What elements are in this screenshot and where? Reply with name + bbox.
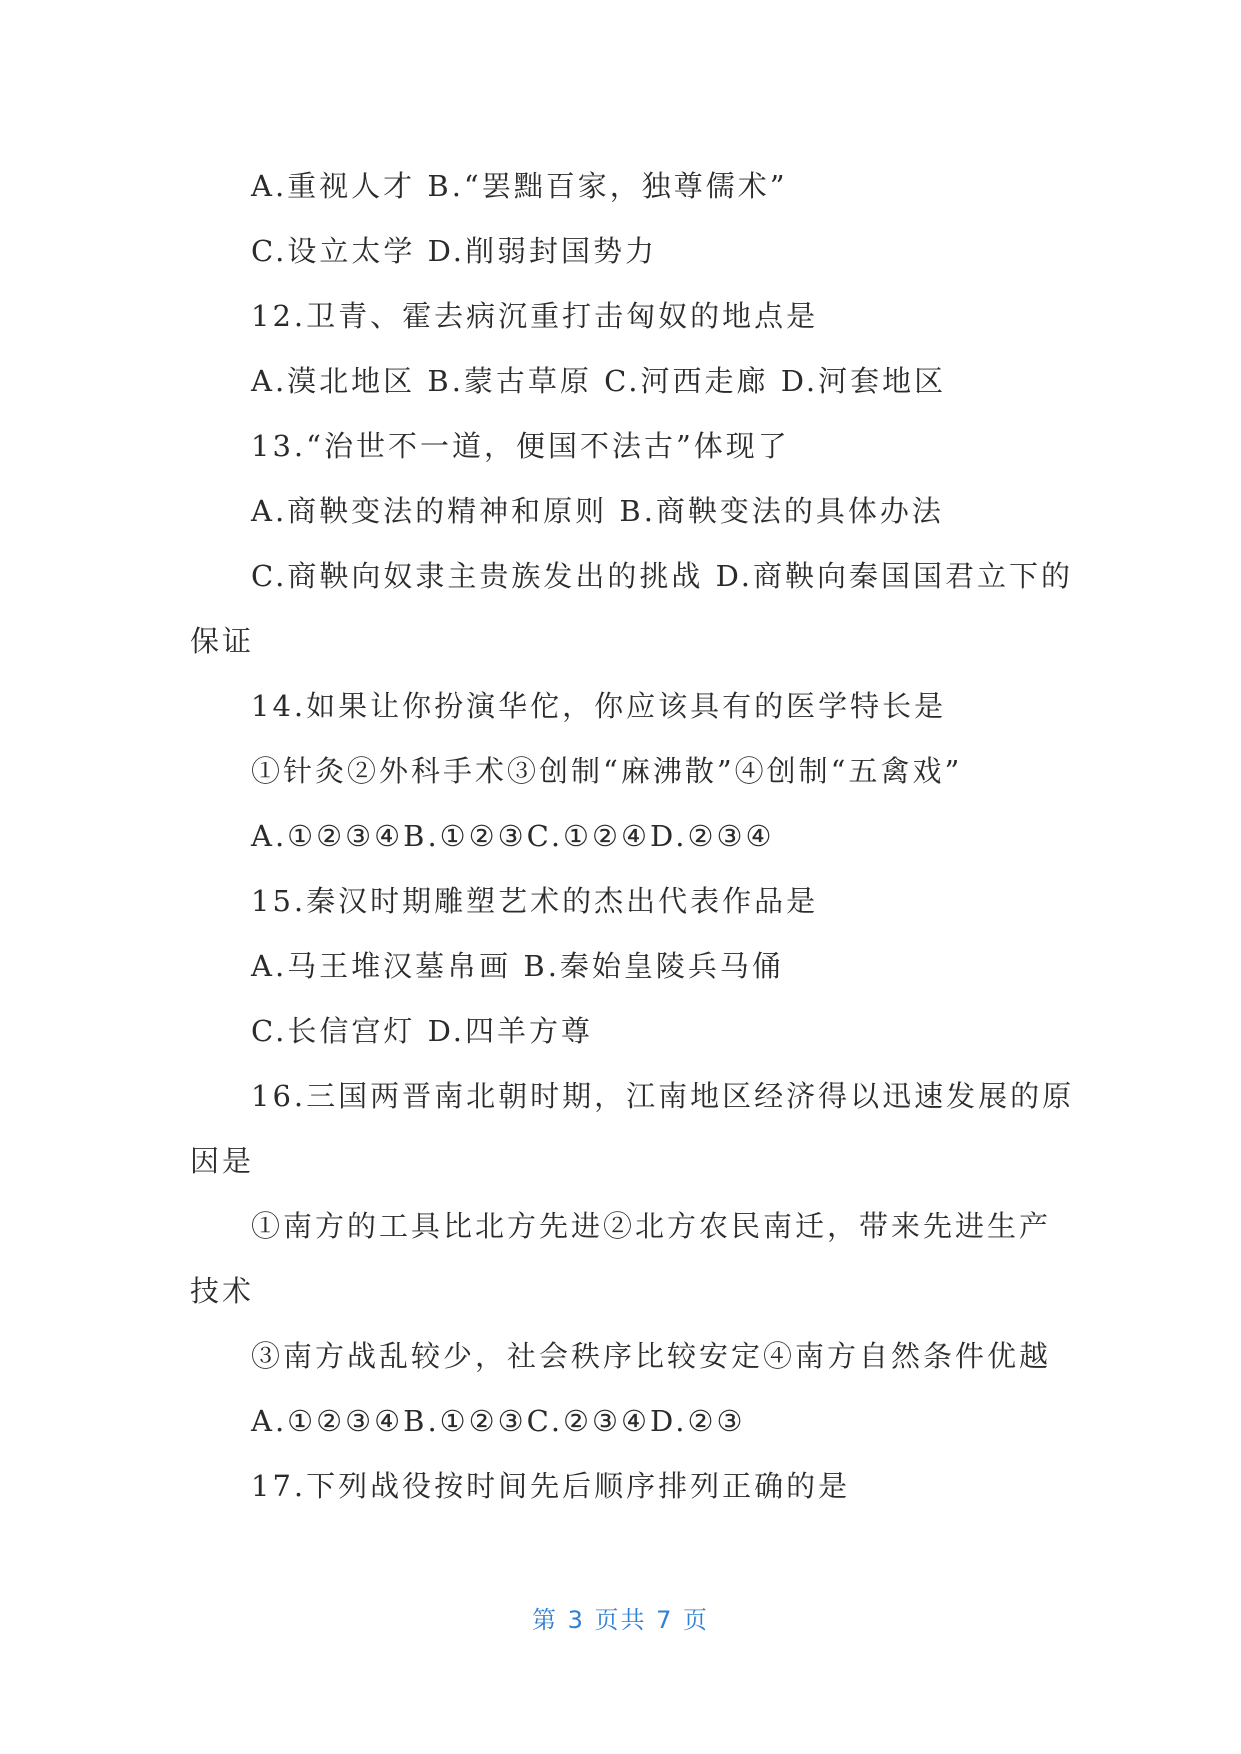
text-line: A.马王堆汉墓帛画 B.秦始皇陵兵马俑 [251, 949, 784, 983]
text-line: 16.三国两晋南北朝时期，江南地区经济得以迅速发展的原 [251, 1079, 1075, 1113]
text-line: A.①②③④B.①②③C.①②④D.②③④ [251, 819, 775, 853]
text-line: 14.如果让你扮演华佗，你应该具有的医学特长是 [251, 689, 947, 723]
text-line: A.商鞅变法的精神和原则 B.商鞅变法的具体办法 [251, 494, 944, 528]
text-line: 技术 [190, 1274, 255, 1308]
text-line: ①针灸②外科手术③创制“麻沸散”④创制“五禽戏” [251, 754, 963, 788]
text-line: 13.“治世不一道，便国不法古”体现了 [251, 429, 790, 463]
text-line: 保证 [190, 624, 255, 658]
text-line: 12.卫青、霍去病沉重打击匈奴的地点是 [251, 299, 819, 333]
text-line: A.重视人才 B.“罢黜百家，独尊儒术” [251, 169, 788, 203]
text-line: ③南方战乱较少，社会秩序比较安定④南方自然条件优越 [251, 1339, 1052, 1373]
document-body [190, 154, 1075, 1519]
text-line: A.①②③④B.①②③C.②③④D.②③ [251, 1404, 746, 1438]
text-line: 17.下列战役按时间先后顺序排列正确的是 [251, 1469, 851, 1503]
text-line: C.长信宫灯 D.四羊方尊 [251, 1014, 594, 1048]
text-line: ①南方的工具比北方先进②北方农民南迁，带来先进生产 [251, 1209, 1052, 1243]
text-line: 因是 [190, 1144, 255, 1178]
page-footer: 第 3 页共 7 页 [531, 1606, 710, 1634]
text-line: A.漠北地区 B.蒙古草原 C.河西走廊 D.河套地区 [251, 364, 947, 398]
text-line: 15.秦汉时期雕塑艺术的杰出代表作品是 [251, 884, 819, 918]
text-line: C.商鞅向奴隶主贵族发出的挑战 D.商鞅向秦国国君立下的 [251, 559, 1074, 593]
text-line: C.设立太学 D.削弱封国势力 [251, 234, 658, 268]
